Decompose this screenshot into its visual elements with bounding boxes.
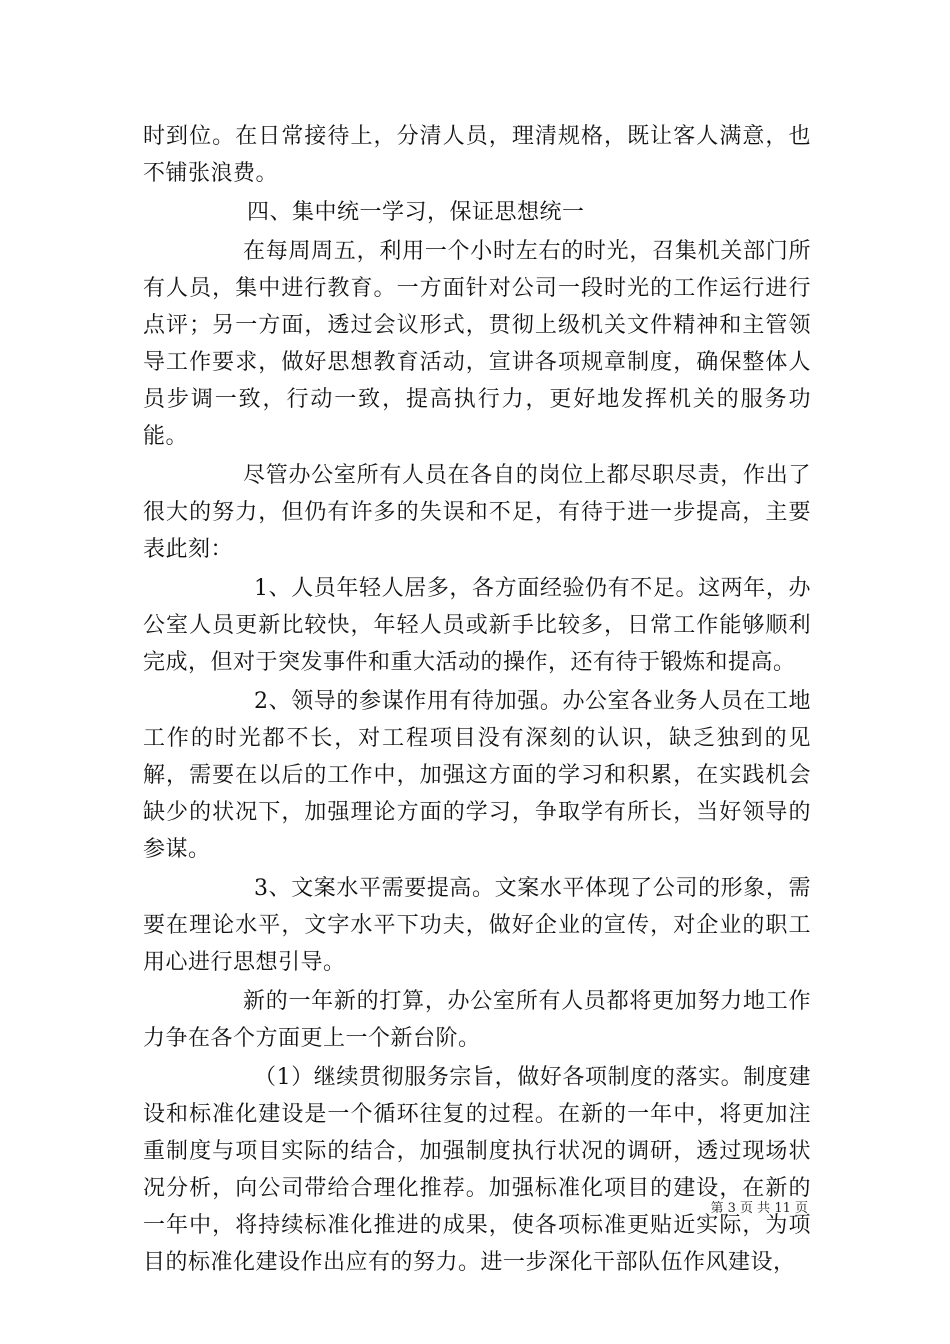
list-item-3: 3、文案水平需要提高。文案水平体现了公司的形象，需要在理论水平，文字水平下功夫，做好企业的宣传，对企业的职工用心进行思想引导。	[143, 876, 811, 975]
page-number-footer: 第 3 页 共 11 页	[710, 1201, 808, 1216]
document-body	[143, 118, 811, 1281]
paragraph-shortcomings-intro: 尽管办公室所有人员在各自的岗位上都尽职尽责，作出了很大的努力，但仍有许多的失误和不足，有待于进一步提高，主要表此刻：	[143, 463, 811, 562]
paragraph-continuation: 时到位。在日常接待上，分清人员，理清规格，既让客人满意，也不铺张浪费。	[143, 124, 811, 186]
paragraph-new-year-plan: 新的一年新的打算，办公室所有人员都将更加努力地工作力争在各个方面更上一个新台阶。	[143, 989, 811, 1051]
section-heading: 四、集中统一学习，保证思想统一	[247, 200, 585, 225]
list-item-2: 2、领导的参谋作用有待加强。办公室各业务人员在工地工作的时光都不长，对工程项目没有深刻的认识，缺乏独到的见解，需要在以后的工作中，加强这方面的学习和积累，在实践机会缺少的状况下，加强理论方面的学习，争取学有所长，当好领导的参谋。	[143, 689, 811, 862]
plan-item-1: （1）继续贯彻服务宗旨，做好各项制度的落实。制度建设和标准化建设是一个循环往复的过程。在新的一年中，将更加注重制度与项目实际的结合，加强制度执行状况的调研，透过现场状况分析，向公司带给合理化推荐。加强标准化项目的建设，在新的一年中，将持续标准化推进的成果，使各项标准更贴近实际，为项目的标准化建设作出应有的努力。进一步深化干部队伍作风建设，	[143, 1065, 811, 1275]
list-item-1: 1、人员年轻人居多，各方面经验仍有不足。这两年，办公室人员更新比较快，年轻人员或新手比较多，日常工作能够顺利完成，但对于突发事件和重大活动的操作，还有待于锻炼和提高。	[143, 576, 811, 675]
paragraph-weekly-study: 在每周周五，利用一个小时左右的时光，召集机关部门所有人员，集中进行教育。一方面针对公司一段时光的工作运行进行点评；另一方面，透过会议形式，贯彻上级机关文件精神和主管领导工作要求，做好思想教育活动，宣讲各项规章制度，确保整体人员步调一致，行动一致，提高执行力，更好地发挥机关的服务功能。	[143, 239, 811, 449]
